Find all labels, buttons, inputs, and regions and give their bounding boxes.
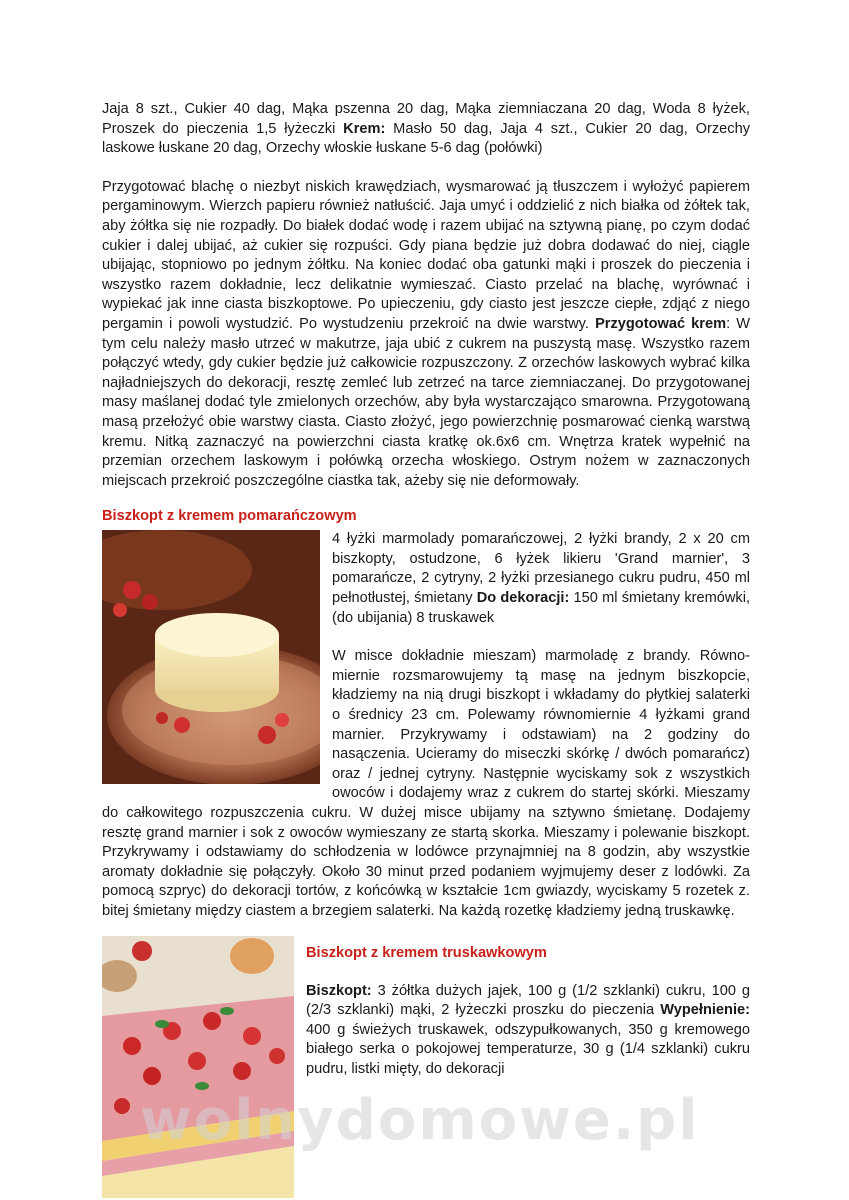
section-strawberry-cream bbox=[102, 936, 750, 1080]
section1-ingredients-text: 4 łyżki marmolady pomarańczowej, 2 łyżki brandy, 2 x 20 cm biszkopty, ostudzone, 6 łyżek likieru 'Grand marnier', 3 pomarańcze, 2 cytryny, 2 łyżki przesianego cukru pudru, 450 ml pełnotłustej, śmietany bbox=[332, 531, 750, 607]
intro-method-text: Przygotować blachę o niezbyt niskich krawędziach, wysmarować ją tłuszczem i wyłożyć papierem pergaminowym. Wierzch papieru również natłuścić. Jaja umyć i oddzielić z nich białka od żółtek tak, aby żółtka się nie rozpadły. Do białek dodać wodę i razem ubijać na sztywną pianę, po czym dodać cukier i dalej ubijać, aż cukier się rozpuści. Gdy piana będzie już dobra dodawać do niej, ciągle ubijając, stopniowo po jednym żółtku. Na koniec dodać oba gatunki mąki i proszek do pieczenia i wszystko razem dokładnie, lecz delikatnie wymieszać. Ciasto przelać na blachę, wyrównać i wypiekać jak inne ciasta biszkoptowe. Po upieczeniu, gdy ciasto jest jeszcze ciepłe, zdjąć z niego pergamin i powoli wystudzić. Po wystudzeniu przekroić na dwie warstwy. bbox=[102, 178, 750, 332]
section-orange-cream bbox=[102, 507, 750, 921]
intro-ingredients-rest: Masło 50 dag, Jaja 4 szt., Cukier 20 dag, Orzechy laskowe łuskane 20 dag, Orzechy włoskie łuskane 5-6 dag (połówki) bbox=[102, 120, 750, 157]
section1-heading: Biszkopt z kremem pomarańczowym bbox=[102, 508, 357, 525]
site-watermark: wolnydomowe.pl bbox=[140, 1088, 700, 1153]
section2-ingredients bbox=[306, 982, 750, 1080]
biszkopt-label: Biszkopt: bbox=[306, 982, 372, 999]
krem-label: Krem: bbox=[343, 120, 386, 137]
strawberry-cake-illustration bbox=[102, 936, 294, 1198]
section2-text bbox=[306, 936, 750, 1080]
przygotowac-krem-label: Przygotować krem bbox=[595, 315, 727, 332]
intro-method bbox=[102, 178, 750, 492]
intro-ingredients-text: Jaja 8 szt., Cukier 40 dag, Mąka pszenna 20 dag, Mąka ziemniaczana 20 dag, Woda 8 łyżek, Proszek do pieczenia 1,5 łyżeczki bbox=[102, 101, 750, 137]
section2-heading: Biszkopt z kremem truskawkowym bbox=[306, 944, 547, 961]
strawberry-cake-photo bbox=[102, 936, 294, 1198]
do-dekoracji-label: Do dekoracji: bbox=[476, 590, 570, 607]
orange-cream-cake-photo bbox=[102, 530, 320, 784]
intro-method-rest: : W tym celu należy masło utrzeć w makutrze, jaja ubić z cukrem na puszystą masę. Wszystko razem połączyć wtedy, gdy cukier będzie już całkowicie rozpuszczony. Z orzechów laskowych wybrać kilka najładniejszych do dekoracji, resztę zemleć lub zetrzeć na tarce ziemniaczanej. Do przygotowanej masy maślanej dodać tyle zmielonych orzechów, aby była wystarczająco smarowna. Przygotowaną masą przełożyć obie warstwy ciasta. Ciasto złożyć, jego powierzchnię posmarować cienką warstwą kremu. Nitką zaznaczyć na powierzchni ciasta kratkę ok.6x6 cm. Wnętrza kratek wypełnić na przemian orzechem laskowym i połówką orzecha włoskiego. Ostrym nożem w zaznaczonych miejscach przekroić poszczególne ciastka tak, ażeby się nie deformowały. bbox=[102, 315, 751, 489]
wypelnienie-label: Wypełnienie: bbox=[660, 1002, 750, 1019]
intro-ingredients bbox=[102, 100, 750, 159]
section1-body bbox=[102, 530, 750, 921]
section1-method: W misce dokładnie mieszam) marmoladę z brandy. Równo-miernie rozsmarowujemy tą masę na jednym biszkopcie, kładziemy na nią drugi biszkopt i wkładamy do płytkiej salaterki o średnicy 23 cm. Polewamy równomiernie 4 łyżkami grand marnier. Przykrywamy i odstawiam) na 2 godziny do nasączenia. Ucieramy do miseczki skórkę / dwóch pomarańcz) oraz / jednej cytryny. Następnie wyciskamy sok z wszystkich owoców i dodajemy wraz z cukrem do startej skórki. Mieszamy do całkowitego rozpuszczenia cukru. W dużej misce ubijamy na sztywno śmietanę. Dodajemy resztę grand marnier i sok z owoców wymieszany ze startą skorka. Mieszamy i polewanie biszkopt. Przykrywamy i odstawiamy do schłodzenia w lodówce przynajmniej na 8 godzin, aby wszystkie aromaty dokładnie się połączyły. Około 30 minut przed podaniem wyjmujemy deser z lodówki. Za pomocą szpryc) do dekoracji tortów, z końcówką w kształcie 1cm gwiazdy, wyciskamy 5 rozetek z. bitej śmietany między ciastem a brzegiem salaterki. Na każdą rozetkę kładziemy jedną truskawkę. bbox=[102, 648, 750, 919]
recipe-page bbox=[102, 100, 750, 1198]
wypelnienie-text: 400 g świeżych truskawek, odszypułkowanych, 350 g kremowego białego serka o pokojowej temperaturze, 30 g (1/4 szklanki) cukru pudru, listki mięty, do dekoracji bbox=[306, 1021, 750, 1077]
cake-illustration bbox=[102, 530, 320, 784]
biszkopt-text: 3 żółtka dużych jajek, 100 g (1/2 szklanki) cukru, 100 g (2/3 szklanki) mąki, 2 łyżeczki proszku do pieczenia bbox=[306, 982, 750, 1019]
section1-ingredients-rest: 150 ml śmietany kremówki, (do ubijania) 8 truskawek bbox=[332, 590, 750, 626]
